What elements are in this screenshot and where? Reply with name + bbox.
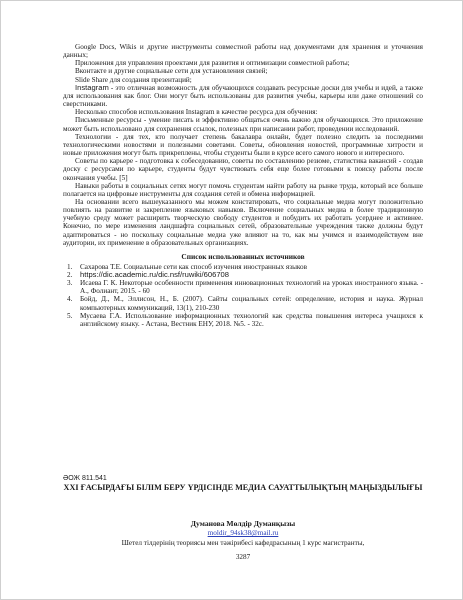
references-title: Список использованных источников <box>181 251 305 261</box>
reference-text: Бойд, Д., М., Эллисон, Н., Б. (2007). Сайты социальных сетей: определение, история и наука. Журнал компьютерных коммуникаций, 13(1), 210-230 <box>80 295 423 312</box>
reference-number: 4. <box>67 295 73 304</box>
paragraph-list <box>63 43 423 247</box>
reference-number: 2. <box>67 271 73 280</box>
author-name: Думанова Мөлдір Думанқызы <box>190 519 296 528</box>
reference-item <box>63 312 423 328</box>
reference-text: Исаева Г. К. Некоторые особенности применения инновационных технологий на уроках иностранного языка. - А., Фолиант, 2015. - 60 <box>80 279 423 296</box>
reference-item <box>63 279 423 295</box>
body-paragraph <box>63 133 423 157</box>
paragraph-text: Письменные ресурсы - умение писать и эффективно общаться очень важно для обучающихся. Это приложение может быть использовано для сохранения ссылок, полезных при написании работ, проведении исследований. <box>63 116 423 133</box>
references-list <box>63 263 423 328</box>
paragraph-text: Советы по карьере - подготовка к собеседованию, советы по составлению резюме, статистика вакансий - создав доску с ресурсами по карьере, студенты будут чувствовать себя еще более готовыми к поиску работы после окончания учебы. [5] <box>63 157 423 182</box>
reference-text: Мусаева Г.А. Использование информационных технологий как средства повышения интереса учащихся к английскому языку. - Астана, Вестник ЕНУ, 2018. №5. - 32с. <box>80 311 423 328</box>
reference-item <box>63 271 423 279</box>
article-title: XXI ҒАСЫРДАҒЫ БІЛІМ БЕРУ ҮРДІСІНДЕ МЕДИА САУАТТЫЛЫҚТЫҢ МАҢЫЗДЫЛЫҒЫ <box>63 483 423 492</box>
reference-item <box>63 295 423 311</box>
main-text <box>63 43 423 328</box>
udk-code: ӘОЖ 811.541 <box>63 475 107 482</box>
paragraph-text: На основании всего вышеуказанного мы можем констатировать, что социальные медиа могут положительно повлиять на развитие и закрепление языковых навыков. Включение социальных медиа в более традиционную учебную среду может расширить творческую свободу студентов и побудить их работать усерднее и активнее. Конечно, по мере изменения ландшафта социальных сетей, образовательные учреждения также должны будут адаптироваться - но поскольку социальные медиа уже влияют на то, как мы учимся и взаимодействуем вне аудитории, их применение в образовательных организациях. <box>63 197 423 247</box>
reference-number: 3. <box>67 279 73 288</box>
reference-number: 1. <box>67 263 73 272</box>
paragraph-text: - это отличная возможность для обучающихся создавать ресурсные доски для учебы и идей, а также для использования как блог. Они могут быть использованы для развития учебы, карьеры или даже отношений со сверстниками. <box>63 83 423 109</box>
paragraph-text: Навыки работы в социальных сетях могут помочь студентам найти работу на рынке труда, который все больше полагается на цифровые инструменты для создания сетей и обмена информацией. <box>63 181 423 198</box>
body-paragraph <box>63 182 423 198</box>
paragraph-lead: Instagram <box>75 82 109 92</box>
body-paragraph <box>63 108 423 116</box>
reference-text: Сахарова Т.Е. Социальные сети как способ изучения иностранных языков <box>80 263 308 272</box>
paragraph-text: Slide Share для создания презентаций; <box>75 75 192 84</box>
reference-number: 5. <box>67 311 73 320</box>
body-paragraph <box>63 67 423 75</box>
author-email <box>63 529 423 537</box>
paragraph-text: Вконтакте и другие социальные сети для установления связей; <box>75 67 268 76</box>
reference-text: https://dic.academic.ru/dic.nsf/ruwiki/606708 <box>80 270 229 280</box>
body-paragraph <box>63 43 423 59</box>
body-paragraph <box>63 59 423 67</box>
page-number: 3287 <box>235 553 251 561</box>
paragraph-text: Google Docs, Wikis и другие инструменты совместной работы над документами для хранения и уточнения данных; <box>63 43 423 60</box>
email-link[interactable]: moldir_94sk38@mail.ru <box>207 529 279 537</box>
paragraph-text: Несколько способов использования Instagram в качестве ресурса для обучения: <box>75 108 318 117</box>
body-paragraph <box>63 84 423 108</box>
paragraph-text: Технологии - для тех, кто получает степень бакалавра онлайн, будет полезно следить за последними технологическими новостями и полезными советами. Советы, обновления новостей, программные хитрости и новые приложения могут быть прикреплены, чтобы студенты были в курсе всего самого нового и интересного. <box>63 132 423 158</box>
body-paragraph <box>63 157 423 181</box>
body-paragraph <box>63 198 423 247</box>
paragraph-text: Приложения для управления проектами для развития и оптимизации совместной работы; <box>75 59 350 68</box>
author-affiliation: Шетел тілдерінің теориясы мен тәжірибесі кафедрасының 1 курс магистранты, <box>121 539 365 547</box>
body-paragraph <box>63 116 423 132</box>
body-paragraph <box>63 76 423 84</box>
